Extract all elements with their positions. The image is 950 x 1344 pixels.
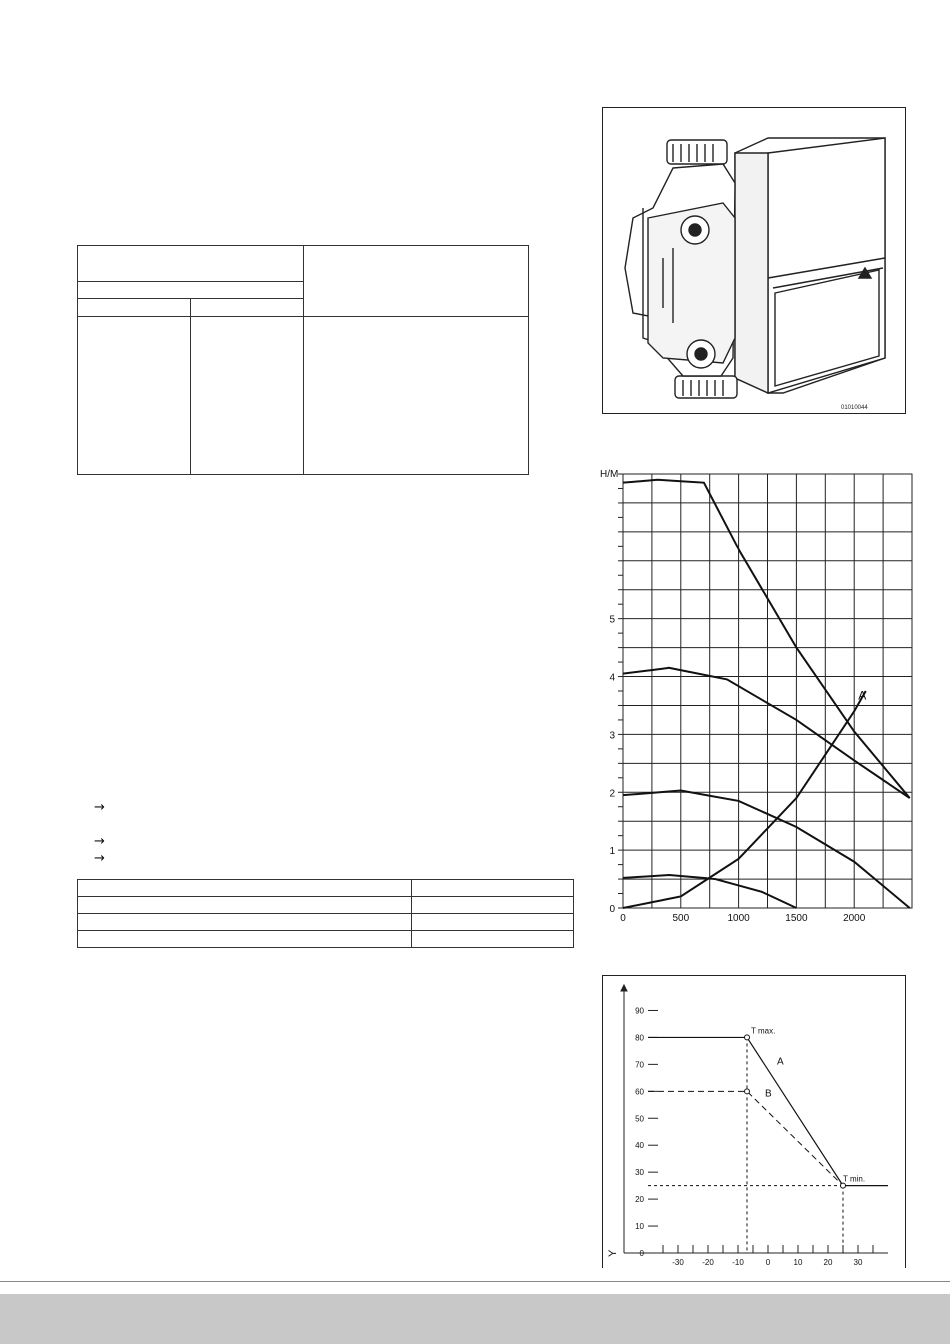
y-tick-label: 40 <box>635 1141 644 1151</box>
y-axis-arrow-icon <box>621 985 627 991</box>
y-tick-label: 10 <box>635 1222 644 1232</box>
pump-curve-chart <box>590 462 920 932</box>
table-cell <box>412 931 574 948</box>
temperature-curve-chart <box>602 975 904 1267</box>
x-tick-label: -10 <box>732 1258 744 1267</box>
pump-curve <box>623 668 910 798</box>
curve-label-a: A <box>858 688 867 703</box>
footer-band <box>0 1294 950 1344</box>
pump-curve <box>623 480 910 798</box>
line-a <box>648 1037 888 1185</box>
table-cell <box>412 897 574 914</box>
x-tick-label: 10 <box>793 1258 803 1267</box>
y-tick-label: 90 <box>635 1006 644 1016</box>
y-tick-label: 80 <box>635 1033 644 1043</box>
table-cell <box>78 317 191 475</box>
point-marker <box>841 1183 846 1188</box>
table-cell <box>78 246 304 282</box>
y-tick-label: 20 <box>635 1195 644 1205</box>
x-tick-label: 0 <box>620 913 626 924</box>
table-cell <box>412 914 574 931</box>
y-tick-label: 60 <box>635 1087 644 1097</box>
table-cell <box>78 299 191 317</box>
y-tick-label: 3 <box>609 730 615 742</box>
y-tick-label: 0 <box>609 904 615 915</box>
footer-rule <box>0 1281 950 1282</box>
table-cell <box>78 282 304 299</box>
x-tick-label: -30 <box>672 1258 684 1267</box>
line-b <box>648 1088 843 1185</box>
y-axis-label: H/M <box>600 469 619 480</box>
point-marker <box>745 1089 750 1094</box>
y-tick-label: 0 <box>639 1249 644 1258</box>
x-tick-label: 500 <box>672 913 690 924</box>
x-tick-label: -20 <box>702 1258 714 1267</box>
y-tick-label: 4 <box>609 672 615 684</box>
pump-figure <box>602 107 906 414</box>
arrow-bullet: → <box>94 851 105 866</box>
line-a-label: A <box>777 1056 784 1068</box>
pump-curve <box>623 791 910 908</box>
x-tick-label: 1000 <box>727 913 750 924</box>
spec-table <box>77 245 529 475</box>
x-tick-label: 20 <box>823 1258 833 1267</box>
line-b-label: B <box>765 1088 772 1100</box>
figure-code: 01010044 <box>841 405 868 411</box>
table-cell <box>412 880 574 897</box>
table-cell <box>191 299 304 317</box>
point-marker <box>745 1035 750 1040</box>
y-tick-label: 50 <box>635 1114 644 1124</box>
y-tick-label: 2 <box>609 788 615 800</box>
tmax-label: T max. <box>751 1026 776 1036</box>
x-tick-label: 1500 <box>785 913 808 924</box>
y-tick-label: 70 <box>635 1060 644 1070</box>
arrow-bullet: → <box>94 800 105 815</box>
table-cell <box>78 880 412 897</box>
table-cell <box>78 914 412 931</box>
table-cell <box>304 317 529 475</box>
x-tick-label: 30 <box>853 1258 863 1267</box>
table-cell <box>78 931 412 948</box>
y-axis-letter: Y <box>607 1249 619 1257</box>
settings-table <box>77 879 574 948</box>
x-tick-label: 2000 <box>843 913 866 924</box>
y-tick-label: 1 <box>609 846 615 858</box>
table-cell <box>304 246 529 317</box>
y-tick-label: 30 <box>635 1168 644 1178</box>
x-tick-label: 0 <box>765 1258 771 1267</box>
table-cell <box>191 317 304 475</box>
arrow-bullet: → <box>94 834 105 849</box>
tmin-label: T min. <box>843 1174 866 1184</box>
pump-illustration <box>603 108 905 413</box>
y-tick-label: 5 <box>609 614 615 626</box>
table-cell <box>78 897 412 914</box>
